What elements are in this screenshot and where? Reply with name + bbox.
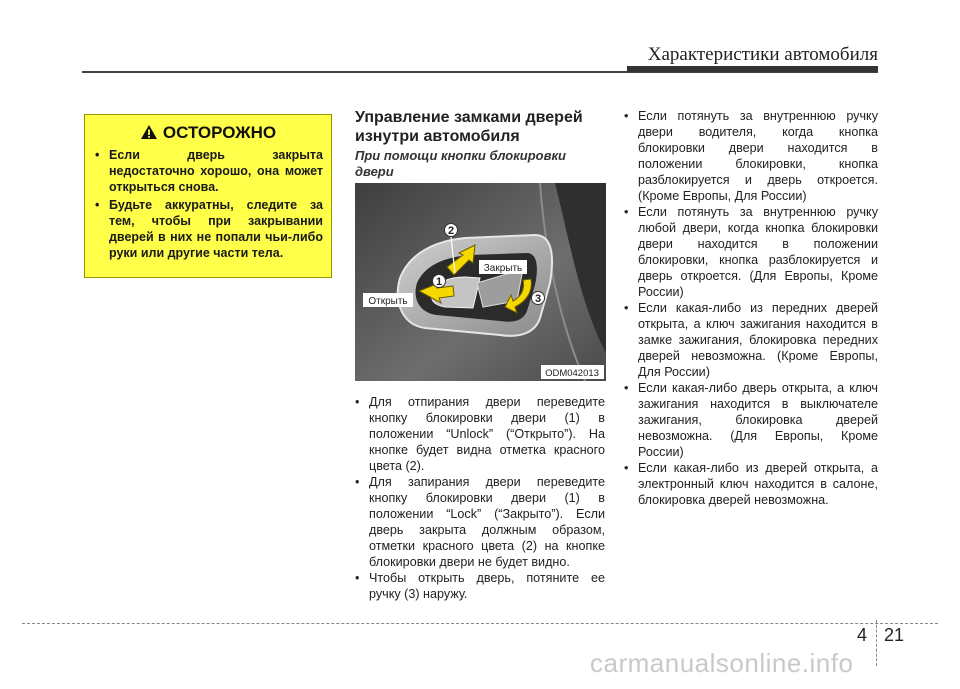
warning-title (93, 123, 323, 143)
warning-title-text: ОСТОРОЖНО (162, 123, 277, 142)
warning-item: • Если дверь закрыта недостаточно хорошо, она может открыться снова. (95, 148, 323, 194)
instruction-item: • Для запирания двери переведите кнопку блокировки двери (1) в положении “Lock” (“Закрыто”). Если дверь закрыта должным образом, отметки красного цвета (2) на кнопке блокировки двери не будет видно. (355, 475, 605, 569)
note-item: • Если потянуть за внутреннюю ручку двери водителя, когда кнопка блокировки двери находится в положении блокировки, кнопка разблокируется и дверь откроется. (Кроме Европы, Для России) (624, 109, 878, 203)
instruction-item: • Чтобы открыть дверь, потяните ее ручку (3) наружу. (355, 571, 605, 601)
footer-separator (876, 620, 877, 666)
figure-code: ODM042013 (545, 368, 599, 379)
warning-item: • Будьте аккуратны, следите за тем, чтобы при закрывании дверей в них не попали чьи-либо руки или другие части тела. (95, 198, 323, 260)
note-item: • Если потянуть за внутреннюю ручку любой двери, когда кнопка блокировки двери находится в положении блокировки, кнопка разблокируется и дверь откроется. (Для Европы, Кроме России) (624, 205, 878, 299)
instruction-item: • Для отпирания двери переведите кнопку блокировки двери (1) в положении “Unlock” (“Открыто”). На кнопке будет видна отметка красного цвета (2). (355, 395, 605, 473)
watermark: carmanualsonline.info (590, 648, 854, 678)
label-open: Открыть (368, 296, 408, 307)
page-number: 21 (884, 625, 905, 645)
page-header-title: Характеристики автомобиля (647, 44, 878, 65)
note-item: • Если какая-либо дверь открыта, а ключ зажигания находится в выключателе зажигания, блокировка дверей невозможна. (Для Европы, Кроме России) (624, 381, 878, 459)
callout-1: 1 (435, 276, 443, 288)
chapter-number: 4 (857, 625, 868, 645)
warning-box (84, 114, 332, 278)
section-subtitle: При помощи кнопки блокировки двери (355, 148, 566, 179)
section-title: Управление замками дверей изнутри автомобиля (355, 109, 583, 145)
warning-triangle-icon (140, 124, 158, 140)
note-item: • Если какая-либо из передних дверей открыта, а ключ зажигания находится в замке зажигания, блокировка передних дверей невозможна. (Кроме Европы, Для России) (624, 301, 878, 379)
door-handle-illustration (355, 183, 606, 381)
note-item: • Если какая-либо из дверей открыта, а электронный ключ находится в салоне, блокировка дверей невозможна. (624, 461, 878, 507)
footer-rule (22, 623, 938, 624)
callout-3: 3 (534, 293, 542, 305)
callout-2: 2 (447, 225, 455, 237)
header-rule-accent (627, 66, 878, 72)
label-close: Закрыть (483, 263, 523, 274)
door-handle-photo (355, 183, 606, 381)
